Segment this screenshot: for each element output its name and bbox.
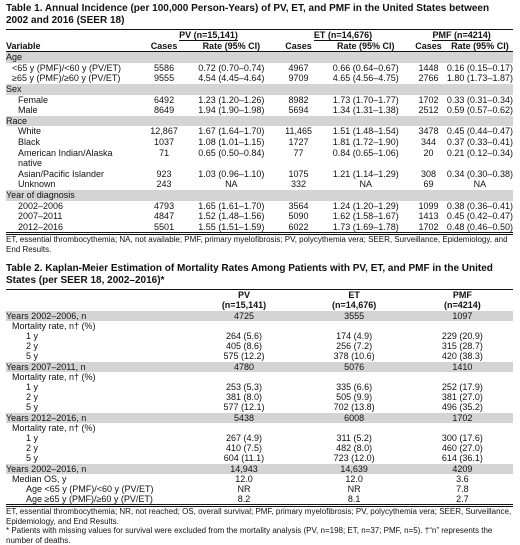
table-cell: 1037 bbox=[154, 136, 175, 147]
table-cell: 5438 bbox=[191, 413, 296, 423]
table-cell: 77 bbox=[293, 147, 304, 158]
table-cell bbox=[141, 84, 187, 95]
table2-row bbox=[6, 372, 513, 382]
table1-row bbox=[6, 105, 513, 116]
table-cell: 1097 bbox=[412, 311, 513, 321]
table-cell: 604 (11.1) bbox=[223, 453, 265, 464]
table-cell bbox=[141, 158, 187, 169]
table-cell bbox=[297, 321, 412, 331]
table-cell: 267 (4.9) bbox=[225, 432, 262, 443]
table-cell: 12.0 bbox=[345, 473, 363, 484]
table1-row bbox=[6, 179, 513, 190]
table-cell: 4793 bbox=[154, 200, 175, 211]
table-cell: 1.80 (1.73–1.87) bbox=[446, 73, 513, 84]
table-cell: 1.65 (1.61–1.70) bbox=[198, 200, 265, 211]
table-cell: 6492 bbox=[154, 94, 175, 105]
table-cell: 1.73 (1.69–1.78) bbox=[332, 221, 399, 232]
table-cell: 11,465 bbox=[285, 126, 312, 137]
table-cell: 1727 bbox=[288, 136, 309, 147]
table-cell: 7.8 bbox=[456, 483, 469, 494]
table-cell: 6022 bbox=[288, 221, 309, 232]
table-cell: 2766 bbox=[418, 73, 439, 84]
table-cell: 460 (27.0) bbox=[441, 443, 483, 454]
table2-row bbox=[6, 392, 513, 402]
row-label: Years 2002–2016, n bbox=[6, 464, 191, 474]
table2-row bbox=[6, 321, 513, 331]
table-cell bbox=[187, 190, 276, 201]
table-cell: 1.62 (1.58–1.67) bbox=[332, 211, 399, 222]
table-cell: 243 bbox=[156, 179, 172, 190]
table1-col-header: Cases bbox=[285, 40, 312, 51]
row-label: Mortality rate, n† (%) bbox=[12, 422, 96, 433]
table-cell: 2.7 bbox=[456, 494, 469, 505]
table-cell: 4209 bbox=[412, 464, 513, 474]
table-cell: 0.72 (0.70–0.74) bbox=[198, 62, 265, 73]
table1-row bbox=[6, 52, 513, 63]
table1-row bbox=[6, 211, 513, 222]
table-cell: 381 (27.0) bbox=[441, 392, 483, 403]
table-cell: 505 (9.9) bbox=[336, 392, 373, 403]
table-cell: 4847 bbox=[154, 211, 175, 222]
table-cell: 1.21 (1.14–1.29) bbox=[332, 168, 399, 179]
row-label: 2 y bbox=[26, 443, 39, 454]
table-cell bbox=[412, 372, 513, 382]
table-cell: 229 (20.9) bbox=[441, 330, 483, 341]
table1-footnote: ET, essential thrombocythemia; NA, not available; PMF, primary myelofibrosis; PV, polycythemia vera; SEER, Surveillance, Epidemiology, and End Results. bbox=[6, 234, 513, 254]
table-cell bbox=[297, 423, 412, 433]
table-cell bbox=[447, 116, 513, 127]
table-cell: 1.34 (1.31–1.38) bbox=[332, 105, 399, 116]
table-cell: 2512 bbox=[418, 105, 439, 116]
table-cell: 344 bbox=[421, 136, 437, 147]
row-label: Female bbox=[18, 94, 49, 105]
row-label: 5 y bbox=[26, 402, 39, 413]
table-cell: 0.48 (0.46–0.50) bbox=[446, 221, 513, 232]
table2-row bbox=[6, 423, 513, 433]
table-cell bbox=[447, 158, 513, 169]
row-label: Age ≥65 y (PMF)/≥60 y (PV/ET) bbox=[26, 494, 153, 505]
table-cell: 1702 bbox=[412, 413, 513, 423]
table-cell: 308 bbox=[421, 168, 437, 179]
table-cell: 575 (12.2) bbox=[223, 351, 265, 362]
table1-row bbox=[6, 169, 513, 180]
row-label: Years 2007–2011, n bbox=[6, 362, 191, 372]
table-cell bbox=[297, 372, 412, 382]
table-cell: 614 (36.1) bbox=[441, 453, 483, 464]
table-cell: 8.1 bbox=[347, 494, 361, 505]
table2-row bbox=[6, 474, 513, 484]
row-label: <65 y (PMF)/<60 y (PV/ET) bbox=[12, 62, 122, 73]
table-cell: 311 (5.2) bbox=[336, 432, 372, 443]
table-cell: 0.34 (0.30–0.38) bbox=[446, 168, 513, 179]
table-cell: 0.84 (0.65–1.06) bbox=[332, 147, 399, 158]
table-cell bbox=[321, 158, 410, 169]
table-cell: 3.6 bbox=[456, 473, 469, 484]
table-cell: 4.65 (4.56–4.75) bbox=[332, 73, 399, 84]
table1-row bbox=[6, 158, 513, 169]
table-cell: 4780 bbox=[191, 362, 296, 372]
table2-row bbox=[6, 484, 513, 494]
table-cell: 1.73 (1.70–1.77) bbox=[332, 94, 399, 105]
table-cell: 1410 bbox=[412, 362, 513, 372]
table-cell: 923 bbox=[156, 168, 172, 179]
table-cell bbox=[191, 321, 296, 331]
table-cell: 1702 bbox=[418, 94, 439, 105]
table1-row bbox=[6, 190, 513, 201]
table2-footnote-notes: * Patients with missing values for survival were excluded from the mortality analysis (PV, n=198; ET, n=37; PMF, n=5). †“n” represents the number of deaths. bbox=[6, 526, 493, 545]
table-cell: 9555 bbox=[154, 73, 175, 84]
row-label: Median OS, y bbox=[12, 473, 67, 484]
table-cell: 1.24 (1.20–1.29) bbox=[332, 200, 399, 211]
table-cell: 14,639 bbox=[297, 464, 412, 474]
table-cell: 381 (8.0) bbox=[225, 392, 262, 403]
row-label: 5 y bbox=[26, 351, 39, 362]
table2-row bbox=[6, 341, 513, 351]
table-cell: 0.38 (0.36–0.41) bbox=[446, 200, 513, 211]
table2-count-row bbox=[6, 300, 513, 310]
table-cell bbox=[321, 84, 410, 95]
table2-col-count: (n=4214) bbox=[444, 300, 481, 311]
table-cell: 315 (28.7) bbox=[441, 341, 483, 352]
table-cell: 4725 bbox=[191, 311, 296, 321]
table-cell: 1.51 (1.48–1.54) bbox=[332, 126, 399, 137]
table2-footnote-abbrev: ET, essential thrombocythemia; NR, not reached; OS, overall survival; PMF, primary myelofibrosis; PV, polycythemia vera; SEER, Surveillance, Epidemiology, and End Results. bbox=[6, 507, 512, 526]
table-cell bbox=[410, 52, 447, 63]
row-label: Mortality rate, n† (%) bbox=[12, 320, 96, 331]
table-cell: 1.52 (1.48–1.56) bbox=[198, 211, 265, 222]
table-cell bbox=[141, 190, 187, 201]
table-cell: 1.08 (1.01–1.15) bbox=[198, 136, 265, 147]
row-label: American Indian/Alaska bbox=[18, 147, 113, 158]
table1-row bbox=[6, 116, 513, 127]
table-cell bbox=[191, 423, 296, 433]
table1-col-header: Cases bbox=[150, 40, 178, 51]
row-label: Race bbox=[6, 116, 141, 127]
table2-col-count: (n=14,676) bbox=[332, 300, 377, 311]
table-cell: 5090 bbox=[288, 211, 309, 222]
table-cell: 71 bbox=[159, 147, 170, 158]
table-cell bbox=[187, 52, 276, 63]
row-label: Age bbox=[6, 52, 141, 63]
table2-row bbox=[6, 453, 513, 463]
table1-col-header: Cases bbox=[415, 40, 442, 51]
row-label: Age <65 y (PMF)/<60 y (PV/ET) bbox=[26, 483, 154, 494]
table1-group-header-row bbox=[6, 30, 513, 41]
table1-row bbox=[6, 148, 513, 159]
table-cell: 0.45 (0.42–0.47) bbox=[446, 211, 513, 222]
table-cell: 0.59 (0.57–0.62) bbox=[446, 105, 513, 116]
table-cell bbox=[276, 116, 322, 127]
table-cell bbox=[447, 52, 513, 63]
table-cell bbox=[321, 116, 410, 127]
table-cell: 1075 bbox=[288, 168, 309, 179]
table-cell: 577 (12.1) bbox=[223, 402, 265, 413]
table-cell bbox=[410, 190, 447, 201]
table-cell: 405 (8.6) bbox=[225, 341, 262, 352]
table2-row bbox=[6, 382, 513, 392]
table2-row bbox=[6, 433, 513, 443]
table-cell: 0.65 (0.50–0.84) bbox=[198, 147, 265, 158]
row-label: Sex bbox=[6, 84, 141, 95]
table-cell: 1.55 (1.51–1.59) bbox=[198, 221, 265, 232]
table1 bbox=[6, 29, 513, 233]
row-label: Black bbox=[18, 136, 41, 147]
table1-row bbox=[6, 222, 513, 233]
row-label: 1 y bbox=[26, 330, 39, 341]
table-cell: 1.67 (1.64–1.70) bbox=[198, 126, 265, 137]
row-label: 2007–2011 bbox=[18, 211, 63, 222]
table-cell bbox=[410, 84, 447, 95]
table-cell: 1448 bbox=[418, 62, 439, 73]
table1-row bbox=[6, 95, 513, 106]
table-cell: 0.33 (0.31–0.34) bbox=[446, 94, 513, 105]
table-cell: 335 (6.6) bbox=[336, 381, 373, 392]
table-cell: 20 bbox=[423, 147, 434, 158]
table-cell: 14,943 bbox=[191, 464, 296, 474]
table1-title: Table 1. Annual Incidence (per 100,000 Person-Years) of PV, ET, and PMF in the United States between 2002 and 2016 (SEER 18) bbox=[6, 3, 490, 26]
table1-row bbox=[6, 84, 513, 95]
table-cell: 0.45 (0.44–0.47) bbox=[446, 126, 513, 137]
table-cell: 1.94 (1.90–1.98) bbox=[198, 105, 265, 116]
table-cell: 6008 bbox=[297, 413, 412, 423]
table-cell bbox=[276, 190, 322, 201]
table1-group-header: PMF (n=4214) bbox=[432, 30, 491, 40]
table-cell bbox=[410, 158, 447, 169]
table-cell: NA bbox=[225, 179, 238, 190]
table-cell bbox=[187, 116, 276, 127]
row-label: Year of diagnosis bbox=[6, 190, 141, 201]
table-cell: 300 (17.6) bbox=[441, 432, 483, 443]
table-cell bbox=[412, 321, 513, 331]
table2-col-header: PV bbox=[237, 290, 250, 301]
table2-title: Table 2. Kaplan-Meier Estimation of Mortality Rates Among Patients with PV, ET, and PMF in the United States (per SEER 18, 2002–2016)* bbox=[6, 263, 493, 286]
table1-row bbox=[6, 126, 513, 137]
table-cell bbox=[141, 116, 187, 127]
row-label: 1 y bbox=[26, 432, 39, 443]
table2-row bbox=[6, 464, 513, 474]
table-cell: 12,867 bbox=[150, 126, 178, 137]
table2-row bbox=[6, 413, 513, 423]
table-cell bbox=[276, 84, 322, 95]
table-cell: 332 bbox=[291, 179, 307, 190]
table-cell bbox=[276, 52, 322, 63]
table-cell: 174 (4.9) bbox=[336, 330, 373, 341]
table1-row bbox=[6, 63, 513, 74]
table-cell: 12.0 bbox=[235, 473, 253, 484]
table-cell: 5076 bbox=[297, 362, 412, 372]
table-cell: 256 (7.2) bbox=[336, 341, 373, 352]
table-cell: 0.21 (0.12–0.34) bbox=[446, 147, 513, 158]
row-label: Years 2012–2016, n bbox=[6, 413, 191, 423]
table-cell: 5586 bbox=[154, 62, 175, 73]
table-cell: 9709 bbox=[288, 73, 309, 84]
table-cell: 0.66 (0.64–0.67) bbox=[332, 62, 399, 73]
row-label: White bbox=[18, 126, 42, 137]
table1-row bbox=[6, 201, 513, 212]
table-cell: NA bbox=[359, 179, 373, 190]
table-cell: 8982 bbox=[288, 94, 309, 105]
table-cell: 4967 bbox=[288, 62, 309, 73]
row-label: Male bbox=[18, 105, 38, 116]
table1-row bbox=[6, 137, 513, 148]
table-cell: 8.2 bbox=[237, 494, 251, 505]
table-cell: 1702 bbox=[418, 221, 439, 232]
table2-row bbox=[6, 331, 513, 341]
table-cell: 0.37 (0.33–0.41) bbox=[446, 136, 513, 147]
table2-col-header: PMF bbox=[452, 290, 472, 301]
row-label: Years 2002–2006, n bbox=[6, 311, 191, 321]
table-cell: 0.16 (0.15–0.17) bbox=[446, 62, 513, 73]
table2-row bbox=[6, 443, 513, 453]
table2-row bbox=[6, 494, 513, 505]
row-label: Mortality rate, n† (%) bbox=[12, 371, 96, 382]
table-cell: 482 (8.0) bbox=[336, 443, 373, 454]
table-cell: NR bbox=[347, 483, 361, 494]
table1-row bbox=[6, 73, 513, 84]
table-cell: 69 bbox=[423, 179, 434, 190]
table-cell bbox=[187, 158, 276, 169]
table-cell: NR bbox=[237, 483, 251, 494]
row-label: 2012–2016 bbox=[18, 221, 64, 232]
table1-col-header: Rate (95% CI) bbox=[337, 40, 395, 51]
table-cell: 1413 bbox=[418, 211, 439, 222]
table-cell: 410 (7.5) bbox=[225, 443, 262, 454]
table-cell bbox=[410, 116, 447, 127]
table-cell bbox=[412, 423, 513, 433]
table2-col-count: (n=15,141) bbox=[221, 300, 267, 311]
table2 bbox=[6, 289, 513, 505]
table-cell: 723 (12.0) bbox=[333, 453, 375, 464]
table-cell: 702 (13.8) bbox=[333, 402, 375, 413]
table-cell bbox=[447, 84, 513, 95]
table1-group-header: ET (n=14,676) bbox=[313, 30, 373, 40]
table-cell: 5694 bbox=[288, 105, 309, 116]
row-label: ≥65 y (PMF)/≥60 y (PV/ET) bbox=[12, 73, 121, 84]
table2-header-row bbox=[6, 290, 513, 301]
table-cell bbox=[321, 190, 410, 201]
table-cell: 1.81 (1.72–1.90) bbox=[332, 136, 399, 147]
table-cell: 496 (35.2) bbox=[441, 402, 483, 413]
row-label: native bbox=[18, 158, 43, 169]
table1-col-header: Rate (95% CI) bbox=[202, 40, 261, 51]
table2-row bbox=[6, 311, 513, 321]
row-label: 2 y bbox=[26, 392, 39, 403]
table-cell bbox=[187, 84, 276, 95]
table-cell: 1.03 (0.96–1.10) bbox=[198, 168, 265, 179]
table-cell: 253 (5.3) bbox=[225, 381, 262, 392]
table1-column-header-row bbox=[6, 41, 513, 52]
table2-row bbox=[6, 362, 513, 372]
row-label: Asian/Pacific Islander bbox=[18, 168, 105, 179]
table-cell: 378 (10.6) bbox=[333, 351, 375, 362]
table-cell: 1.23 (1.20–1.26) bbox=[198, 94, 265, 105]
table-cell bbox=[321, 52, 410, 63]
row-label: 1 y bbox=[26, 381, 39, 392]
table2-col-header: ET bbox=[348, 290, 360, 301]
table1-col-header: Variable bbox=[6, 40, 41, 51]
table-cell bbox=[447, 190, 513, 201]
table-cell bbox=[141, 52, 187, 63]
table-cell: 4.54 (4.45–4.64) bbox=[198, 73, 265, 84]
table-cell: 264 (5.6) bbox=[225, 330, 262, 341]
table-cell: 420 (38.3) bbox=[441, 351, 483, 362]
table1-col-header: Rate (95% CI) bbox=[451, 40, 509, 51]
table-cell: 252 (17.9) bbox=[441, 381, 483, 392]
table-cell: 1099 bbox=[418, 200, 439, 211]
table-cell: 3478 bbox=[418, 126, 439, 137]
row-label: Unknown bbox=[18, 179, 56, 190]
table-cell: 3564 bbox=[288, 200, 309, 211]
table-cell: 3555 bbox=[297, 311, 412, 321]
table-cell: NA bbox=[473, 179, 487, 190]
table2-row bbox=[6, 351, 513, 361]
table-cell bbox=[276, 158, 322, 169]
row-label: 2002–2006 bbox=[18, 200, 64, 211]
table-cell: 5501 bbox=[154, 221, 175, 232]
table-cell: 8649 bbox=[154, 105, 175, 116]
row-label: 2 y bbox=[26, 341, 39, 352]
table-cell bbox=[191, 372, 296, 382]
table2-row bbox=[6, 402, 513, 412]
row-label: 5 y bbox=[26, 453, 39, 464]
table1-group-header: PV (n=15,141) bbox=[179, 30, 238, 40]
